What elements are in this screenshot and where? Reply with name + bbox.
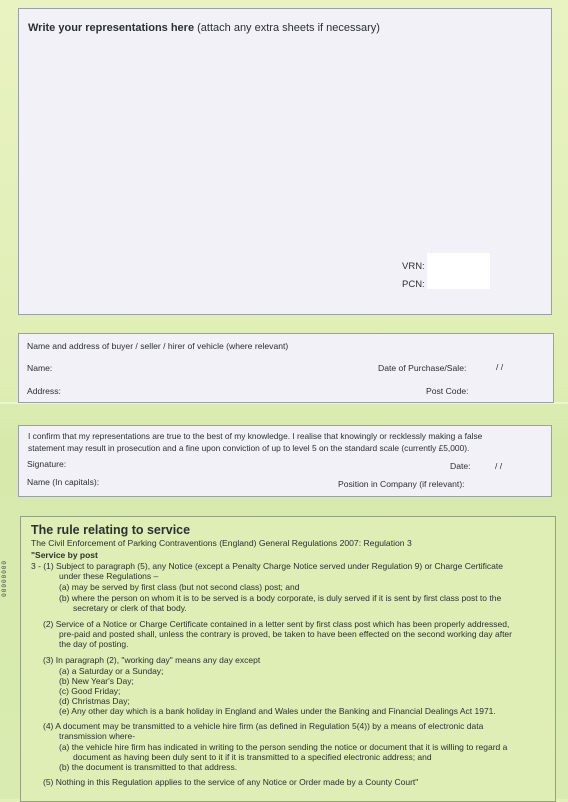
rule-line: transmission where- [59, 731, 136, 741]
signature-label: Signature: [27, 459, 67, 469]
representations-heading-bold: Write your representations here [28, 22, 195, 34]
rule-line: 3 - (1) Subject to paragraph (5), any Notice (except a Penalty Charge Notice served under Regulation 9) or Charge Certificate [31, 561, 503, 571]
rule-line: (3) In paragraph (2), "working day" means any day except [43, 655, 261, 665]
buyer-heading: Name and address of buyer / seller / hirer of vehicle (where relevant) [27, 341, 289, 351]
rule-line: (a) the vehicle hire firm has indicated in writing to the person sending the notice or document that it is willing to regard a [59, 742, 508, 752]
buyer-name-label: Name: [27, 363, 53, 373]
vrn-label: VRN: [402, 261, 425, 272]
confirmation-line-2: statement may result in prosecution and a fine upon conviction of up to level 5 on the standard scale (currently £5,000). [28, 442, 470, 453]
capitals-name-label: Name (In capitals): [27, 477, 100, 487]
rule-line: (e) Any other day which is a bank holiday in England and Wales under the Banking and Financial Dealings Act 1971. [59, 706, 496, 716]
side-serial-code: 00000000 [1, 560, 8, 597]
vrn-pcn-field[interactable] [427, 253, 490, 289]
postcode-label: Post Code: [426, 386, 469, 396]
rule-line: under these Regulations – [59, 571, 159, 581]
rule-line: "Service by post [31, 550, 98, 560]
buyer-address-label: Address: [27, 386, 61, 396]
rule-line: document as having been duly sent to it if it is transmitted to a specified electronic address; and [73, 752, 432, 762]
representations-heading-note: (attach any extra sheets if necessary) [197, 22, 380, 34]
rule-line: pre-paid and posted shall, unless the contrary is proved, be taken to have been effected on the second working day after [59, 629, 512, 639]
rule-line: (b) New Year's Day; [59, 676, 134, 686]
rule-line: secretary or clerk of that body. [73, 603, 187, 613]
confirmation-statement [28, 431, 540, 455]
rule-line: (4) A document may be transmitted to a vehicle hire firm (as defined in Regulation 5(4)) by a means of electronic data [43, 721, 484, 731]
representations-heading [28, 22, 380, 34]
rule-line: (d) Christmas Day; [59, 696, 130, 706]
rule-title: The rule relating to service [31, 523, 191, 537]
rule-line: (b) where the person on whom it is to be served is a body corporate, is duly served if it is sent by first class post to the [59, 593, 502, 603]
representations-box[interactable] [18, 8, 552, 315]
confirmation-box [18, 425, 552, 497]
rule-subtitle: The Civil Enforcement of Parking Contraventions (England) General Regulations 2007: Regulation 3 [31, 538, 412, 548]
pcn-label: PCN: [402, 279, 425, 290]
rule-line: (a) a Saturday or a Sunday; [59, 666, 164, 676]
purchase-date-label: Date of Purchase/Sale: [378, 363, 467, 373]
rule-line: the day of posting. [59, 639, 129, 649]
rule-line: (2) Service of a Notice or Charge Certificate contained in a letter sent by first class post which has been properly addressed, [43, 619, 510, 629]
buyer-details-box [18, 333, 554, 403]
confirm-date-slashes: / / [495, 461, 503, 471]
rule-line: (b) the document is transmitted to that address. [59, 762, 238, 772]
rule-line: (5) Nothing in this Regulation applies to the service of any Notice or Order made by a County Court" [43, 777, 419, 787]
confirmation-line-1: I confirm that my representations are true to the best of my knowledge. I realise that knowingly or recklessly making a false [28, 431, 483, 441]
company-position-label: Position in Company (if relevant): [338, 479, 465, 489]
confirm-date-label: Date: [450, 461, 471, 471]
rule-line: (a) may be served by first class (but not second class) post; and [59, 582, 300, 592]
rule-line: (c) Good Friday; [59, 686, 121, 696]
service-rule-box [20, 516, 556, 802]
purchase-date-slashes: / / [496, 362, 504, 372]
